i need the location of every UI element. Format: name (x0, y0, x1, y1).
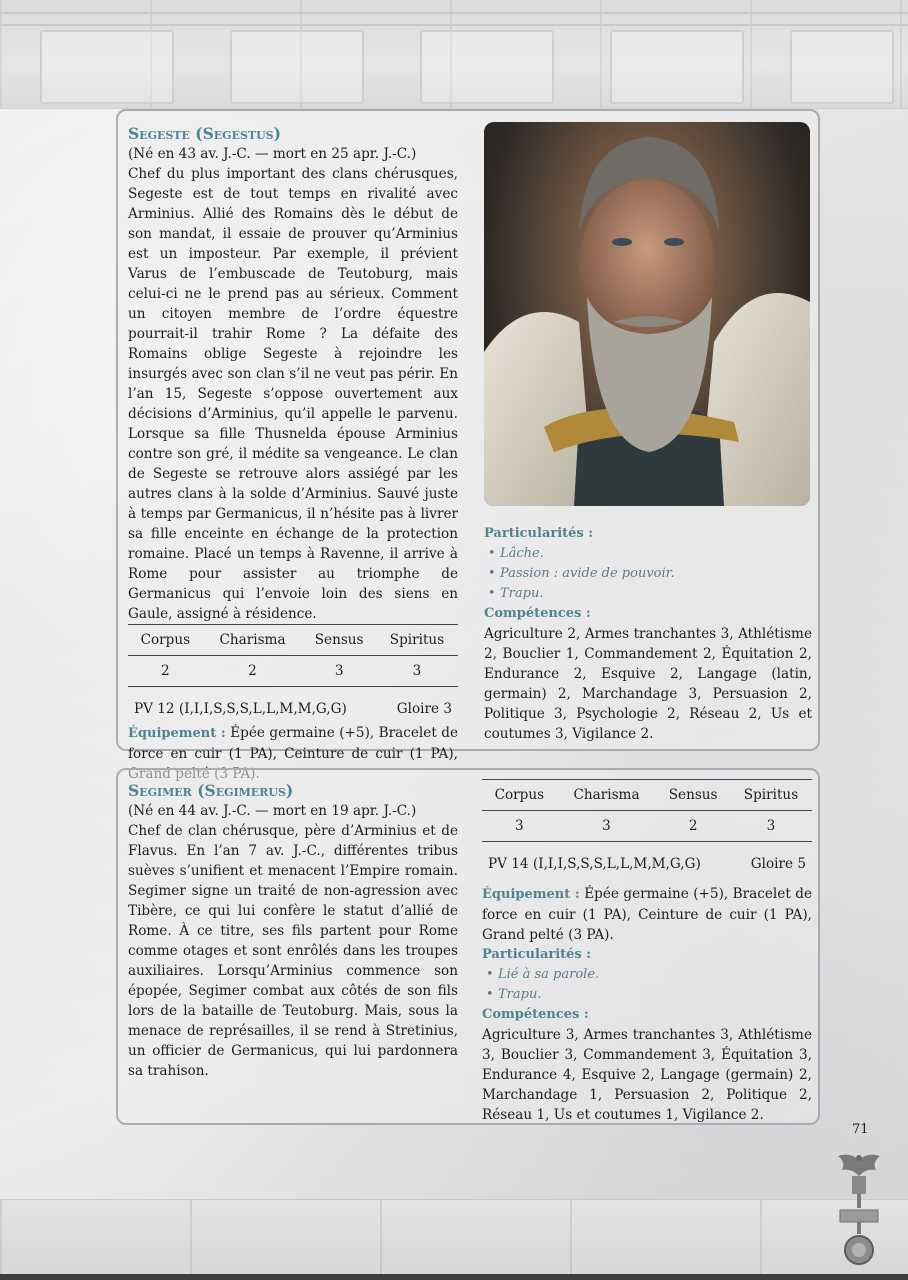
segimer-left-column (128, 781, 458, 1081)
stat-value: 3 (376, 656, 458, 687)
trait-item: • Lié à sa parole. (498, 965, 812, 985)
equipment-text: Épée germaine (+5), Bracelet de force en cuir (1 PA), Ceinture de cuir (1 PA), Grand pelté (3 PA). (482, 886, 813, 943)
stat-value: 2 (203, 656, 303, 687)
stat-header: Sensus (302, 625, 376, 656)
character-dates: (Né en 43 av. J.-C. — mort en 25 apr. J.-C.) (128, 146, 417, 162)
traits-label: Particularités : (484, 526, 594, 541)
stat-header: Charisma (203, 625, 303, 656)
stat-header: Spiritus (376, 625, 458, 656)
bottom-strip (0, 1274, 908, 1280)
stat-value: 3 (730, 811, 812, 842)
skills-label: Compétences : (482, 1007, 589, 1022)
stat-header: Corpus (482, 780, 557, 811)
segeste-left-column (128, 124, 458, 784)
stat-value: 3 (302, 656, 376, 687)
character-box-segeste (116, 109, 820, 762)
stat-value: 3 (557, 811, 657, 842)
pv-line (128, 699, 458, 719)
trait-item: • Lâche. (500, 544, 812, 564)
page-number: 71 (852, 1122, 869, 1137)
portrait-image (484, 122, 810, 506)
pv-value: PV 14 (I,I,I,S,S,S,L,L,M,M,G,G) (488, 856, 701, 872)
gloire-value: Gloire 5 (750, 856, 806, 872)
segeste-right-column (484, 524, 812, 744)
character-name: Segimer (Segimerus) (128, 781, 294, 800)
pv-line (482, 854, 812, 874)
character-bio: Chef de clan chérusque, père d’Arminius et de Flavus. En l’an 7 av. J.-C., différentes tribus suèves s’unifient et menacent l’Empire romain. Segimer signe un traité de non-agression avec Tibère, ce qui lui confère le statut d’allié de Rome. À ce titre, ses fils partent pour Rome comme otages et sont enrôlés dans les troupes auxiliaires. Lorsqu’Arminius commence son épopée, Segimer combat aux côtés de son fils lors de la bataille de Teutoburg. Mais, sous la menace de représailles, il se rend à Stretinius, un officier de Germanicus, qui lui pardonnera sa trahison. (128, 823, 458, 1079)
stat-header: Sensus (656, 780, 730, 811)
gloire-value: Gloire 3 (396, 701, 452, 717)
stat-value: 2 (128, 656, 203, 687)
stat-value: 3 (482, 811, 557, 842)
skills-text: Agriculture 2, Armes tranchantes 3, Athlétisme 2, Bouclier 1, Commandement 2, Équitation 2, Endurance 2, Esquive 2, Langage (latin, germain) 2, Marchandage 3, Persuasion 2, Politique 3, Psychologie 2, Réseau 2, Us et coutumes 3, Vigilance 2. (484, 626, 812, 742)
equipment-label: Équipement : (128, 726, 226, 741)
trait-item: • Passion : avide de pouvoir. (500, 564, 812, 584)
stat-header: Spiritus (730, 780, 812, 811)
trait-item: • Trapu. (500, 584, 812, 604)
roman-eagle-emblem-icon (832, 1148, 886, 1268)
stat-header: Charisma (557, 780, 657, 811)
skills-label: Compétences : (484, 606, 591, 621)
stat-value: 2 (656, 811, 730, 842)
bottom-plinth (0, 1199, 908, 1280)
character-name: Segeste (Segestus) (128, 124, 281, 143)
pv-value: PV 12 (I,I,I,S,S,S,L,L,M,M,G,G) (134, 701, 347, 717)
skills-text: Agriculture 3, Armes tranchantes 3, Athlétisme 3, Bouclier 3, Commandement 3, Équitation 3, Endurance 4, Esquive 2, Langage (germain) 2, Marchandage 1, Persuasion 2, Politique 2, Réseau 1, Us et coutumes 1, Vigilance 2. (482, 1027, 812, 1123)
segimer-right-column (482, 779, 812, 1125)
character-bio: Chef du plus important des clans chérusques, Segeste est de tout temps en rivalité avec Arminius. Allié des Romains dès le début de son mandat, il essaie de prouver qu’Arminius est un imposteur. Par exemple, il prévient Varus de l’embuscade de Teutoburg, mais celui-ci ne le prend pas au sérieux. Comment un citoyen membre de l’ordre équestre pourrait-il trahir Rome ? La défaite des Romains oblige Segeste à rejoindre les insurgés avec son clan s’il ne veut pas périr. En l’an 15, Segeste s’oppose ouvertement aux décisions d’Arminius, qu’il appelle le parvenu. Lorsque sa fille Thusnelda épouse Arminius contre son gré, il médite sa vengeance. Le clan de Segeste se retrouve alors assiégé par les autres clans à la solde d’Arminius. Sauvé juste à temps par Germanicus, il n’hésite pas à livrer sa fille enceinte en échange de la protection romaine. Placé un temps à Ravenne, il arrive à Rome pour assister au triomphe de Germanicus qui l’envoie loin des siens en Gaule, assigné à résidence. (128, 166, 458, 622)
equipment-text: Épée germaine (+5), Bracelet de force en cuir (1 PA), Ceinture de cuir (1 PA), (128, 725, 459, 762)
trait-item: • Trapu. (498, 985, 812, 1005)
traits-list (482, 965, 812, 1005)
stats-table (128, 624, 458, 687)
top-frieze (0, 0, 908, 109)
equipment-label: Équipement : (482, 887, 580, 902)
traits-list (484, 544, 812, 604)
traits-label: Particularités : (482, 947, 592, 962)
character-box-segimer (116, 768, 820, 1125)
stats-table (482, 779, 812, 842)
character-dates: (Né en 44 av. J.-C. — mort en 19 apr. J.-C.) (128, 803, 417, 819)
equipment (482, 884, 812, 945)
stat-header: Corpus (128, 625, 203, 656)
